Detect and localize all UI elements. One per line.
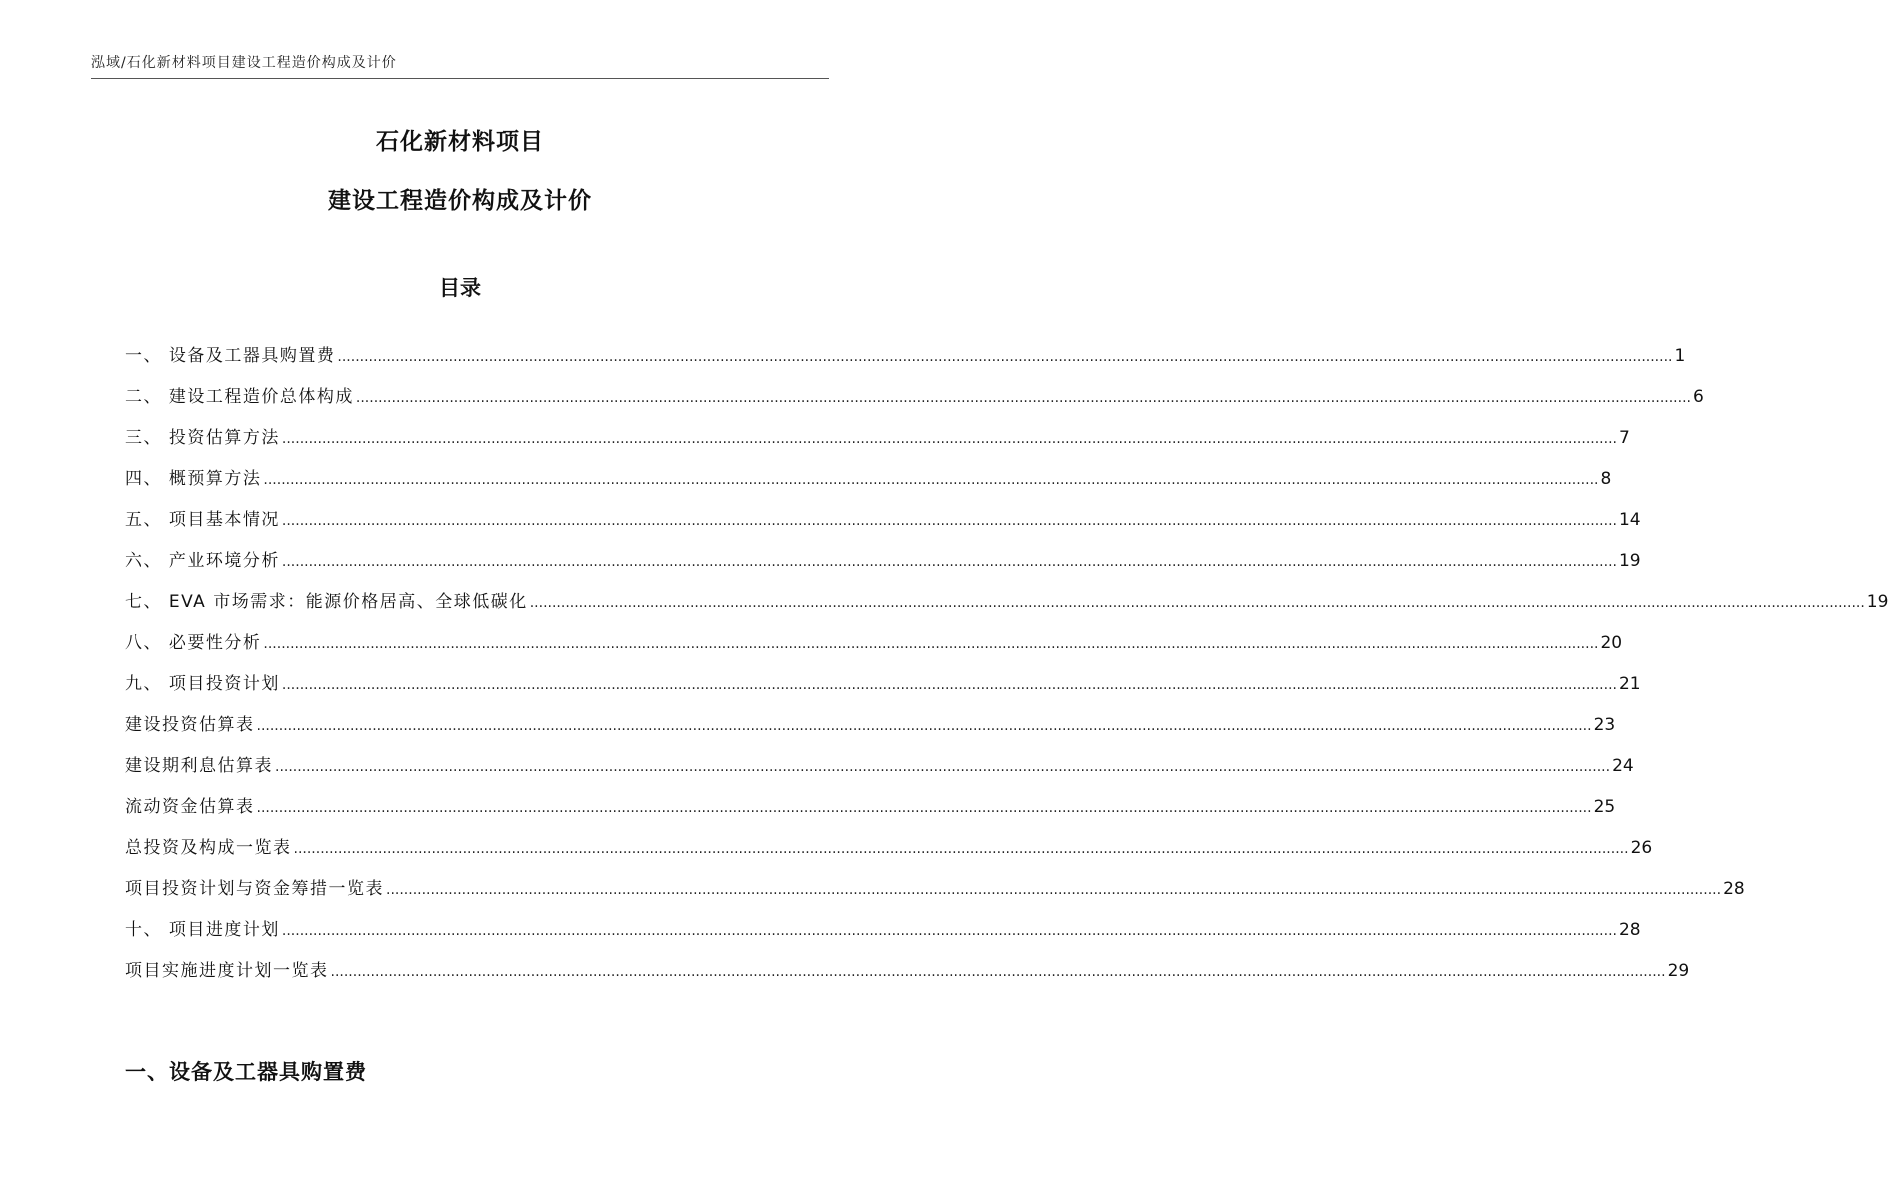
toc-entry-page: 20 [1600, 633, 1623, 653]
table-of-contents [125, 325, 1888, 981]
toc-entry[interactable] [125, 530, 1641, 571]
toc-entry[interactable] [125, 407, 1630, 448]
toc-leader: ............................................................................................................................................................................................................................................................................................................ [256, 718, 1592, 734]
toc-entry[interactable] [125, 653, 1641, 694]
toc-entry-label: 五、 项目基本情况 [125, 510, 280, 530]
toc-entry-label: 八、 必要性分析 [125, 633, 262, 653]
toc-leader: ............................................................................................................................................................................................................................................................................................................ [355, 390, 1691, 406]
toc-entry-page: 7 [1618, 428, 1630, 448]
toc-entry-page: 23 [1593, 715, 1616, 735]
toc-entry-label: 一、 设备及工器具购置费 [125, 346, 336, 366]
toc-entry[interactable] [125, 735, 1634, 776]
toc-entry-page: 8 [1600, 469, 1612, 489]
toc-entry-page: 26 [1630, 838, 1653, 858]
toc-leader: ............................................................................................................................................................................................................................................................................................................ [275, 759, 1611, 775]
toc-leader: ............................................................................................................................................................................................................................................................................................................ [281, 431, 1617, 447]
toc-entry[interactable] [125, 366, 1704, 407]
running-header: 泓域/石化新材料项目建设工程造价构成及计价 [91, 52, 829, 79]
toc-leader: ............................................................................................................................................................................................................................................................................................................ [330, 964, 1666, 980]
toc-entry[interactable] [125, 858, 1745, 899]
toc-leader: ............................................................................................................................................................................................................................................................................................................ [281, 923, 1617, 939]
toc-entry[interactable] [125, 612, 1623, 653]
toc-entry-label: 四、 概预算方法 [125, 469, 262, 489]
toc-entry-label: 九、 项目投资计划 [125, 674, 280, 694]
toc-entry-page: 6 [1692, 387, 1704, 407]
toc-entry[interactable] [125, 694, 1616, 735]
toc-entry-label: 项目实施进度计划一览表 [125, 961, 329, 981]
toc-entry[interactable] [125, 571, 1888, 612]
toc-entry-page: 14 [1618, 510, 1641, 530]
toc-entry-label: 建设期利息估算表 [125, 756, 273, 776]
toc-entry-label: 总投资及构成一览表 [125, 838, 292, 858]
toc-entry-label: 项目投资计划与资金筹措一览表 [125, 879, 384, 899]
toc-leader: ............................................................................................................................................................................................................................................................................................................ [281, 513, 1617, 529]
document-title: 石化新材料项目 [376, 129, 544, 155]
toc-leader: ............................................................................................................................................................................................................................................................................................................ [281, 677, 1617, 693]
toc-entry[interactable] [125, 817, 1653, 858]
document-subtitle: 建设工程造价构成及计价 [328, 188, 592, 214]
toc-entry-page: 24 [1612, 756, 1634, 776]
toc-leader: ............................................................................................................................................................................................................................................................................................................ [263, 636, 1599, 652]
toc-entry-page: 21 [1618, 674, 1641, 694]
toc-entry[interactable] [125, 776, 1616, 817]
toc-entry-page: 28 [1723, 879, 1745, 899]
toc-leader: ............................................................................................................................................................................................................................................................................................................ [386, 882, 1722, 898]
toc-entry-label: 三、 投资估算方法 [125, 428, 280, 448]
toc-leader: ............................................................................................................................................................................................................................................................................................................ [529, 595, 1865, 611]
toc-entry-label: 六、 产业环境分析 [125, 551, 280, 571]
toc-entry[interactable] [125, 325, 1686, 366]
toc-entry-page: 25 [1593, 797, 1616, 817]
toc-leader: ............................................................................................................................................................................................................................................................................................................ [337, 349, 1673, 365]
toc-entry[interactable] [125, 899, 1641, 940]
toc-entry[interactable] [125, 489, 1641, 530]
toc-leader: ............................................................................................................................................................................................................................................................................................................ [293, 841, 1629, 857]
toc-entry-page: 29 [1667, 961, 1690, 981]
toc-entry-label: 流动资金估算表 [125, 797, 255, 817]
toc-entry-label: 二、 建设工程造价总体构成 [125, 387, 354, 407]
section-heading: 一、设备及工器具购置费 [125, 1060, 367, 1084]
toc-entry[interactable] [125, 940, 1690, 981]
toc-leader: ............................................................................................................................................................................................................................................................................................................ [256, 800, 1592, 816]
toc-entry-label: 七、 EVA 市场需求：能源价格居高、全球低碳化 [125, 592, 528, 612]
toc-leader: ............................................................................................................................................................................................................................................................................................................ [281, 554, 1617, 570]
toc-entry-page: 19 [1618, 551, 1641, 571]
toc-leader: ............................................................................................................................................................................................................................................................................................................ [263, 472, 1599, 488]
toc-entry-page: 1 [1674, 346, 1686, 366]
toc-heading: 目录 [439, 276, 481, 300]
toc-entry-label: 建设投资估算表 [125, 715, 255, 735]
toc-entry-page: 28 [1618, 920, 1641, 940]
toc-entry-label: 十、 项目进度计划 [125, 920, 280, 940]
toc-entry[interactable] [125, 448, 1612, 489]
toc-entry-page: 19 [1866, 592, 1888, 612]
